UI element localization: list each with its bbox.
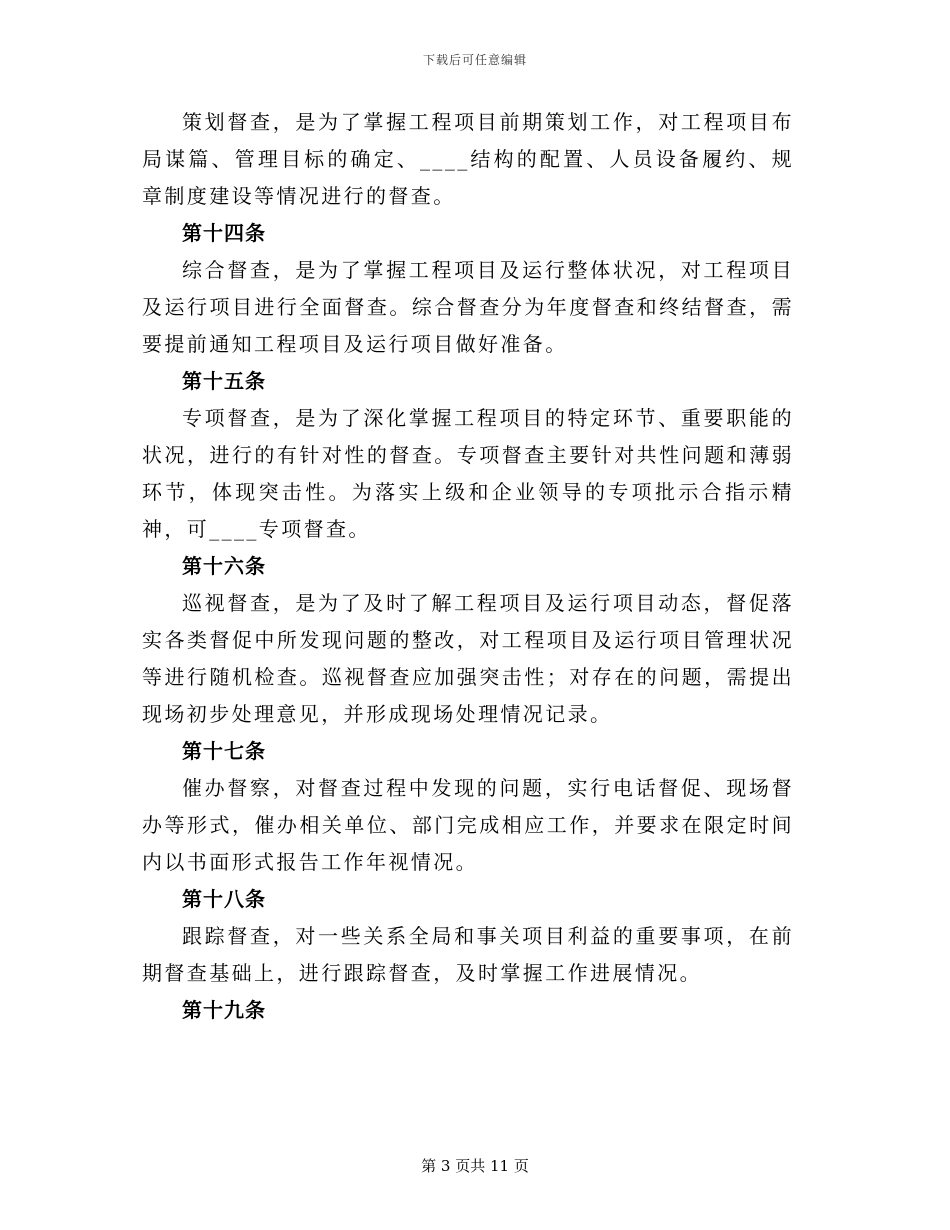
paragraph-urging-supervision: 催办督察，对督查过程中发现的问题，实行电话督促、现场督办等形式，催办相关单位、部门完成相应工作，并要求在限定时间内以书面形式报告工作年视情况。: [142, 776, 794, 874]
paragraph-patrol-inspection: 巡视督查，是为了及时了解工程项目及运行项目动态，督促落实各类督促中所发现问题的整改，对工程项目及运行项目管理状况等进行随机检查。巡视督查应加强突击性；对存在的问题，需提出现场初步处理意见，并形成现场处理情况记录。: [142, 591, 794, 726]
article-heading-15: 第十五条: [182, 369, 266, 393]
page-number-footer: 第 3 页共 11 页: [421, 1157, 529, 1175]
article-heading-14: 第十四条: [182, 221, 266, 245]
paragraph-comprehensive-inspection: 综合督查，是为了掌握工程项目及运行整体状况，对工程项目及运行项目进行全面督查。综合督查分为年度督查和终结督查，需要提前通知工程项目及运行项目做好准备。: [142, 258, 794, 356]
article-heading-18: 第十八条: [182, 887, 266, 911]
article-heading-16: 第十六条: [182, 554, 266, 578]
article-heading-17: 第十七条: [182, 739, 266, 763]
article-heading-19: 第十九条: [182, 998, 266, 1022]
page-header-note: 下载后可任意编辑: [422, 53, 527, 67]
paragraph-planning-inspection: 策划督查，是为了掌握工程项目前期策划工作，对工程项目布局谋篇、管理目标的确定、____结构的配置、人员设备履约、规章制度建设等情况进行的督查。: [142, 110, 794, 208]
paragraph-tracking-inspection: 跟踪督查，对一些关系全局和事关项目利益的重要事项，在前期督查基础上，进行跟踪督查，及时掌握工作进展情况。: [142, 924, 794, 985]
document-body: [142, 104, 794, 1029]
paragraph-special-inspection: 专项督查，是为了深化掌握工程项目的特定环节、重要职能的状况，进行的有针对性的督查。专项督查主要针对共性问题和薄弱环节，体现突击性。为落实上级和企业领导的专项批示合指示精神，可____专项督查。: [142, 406, 794, 541]
